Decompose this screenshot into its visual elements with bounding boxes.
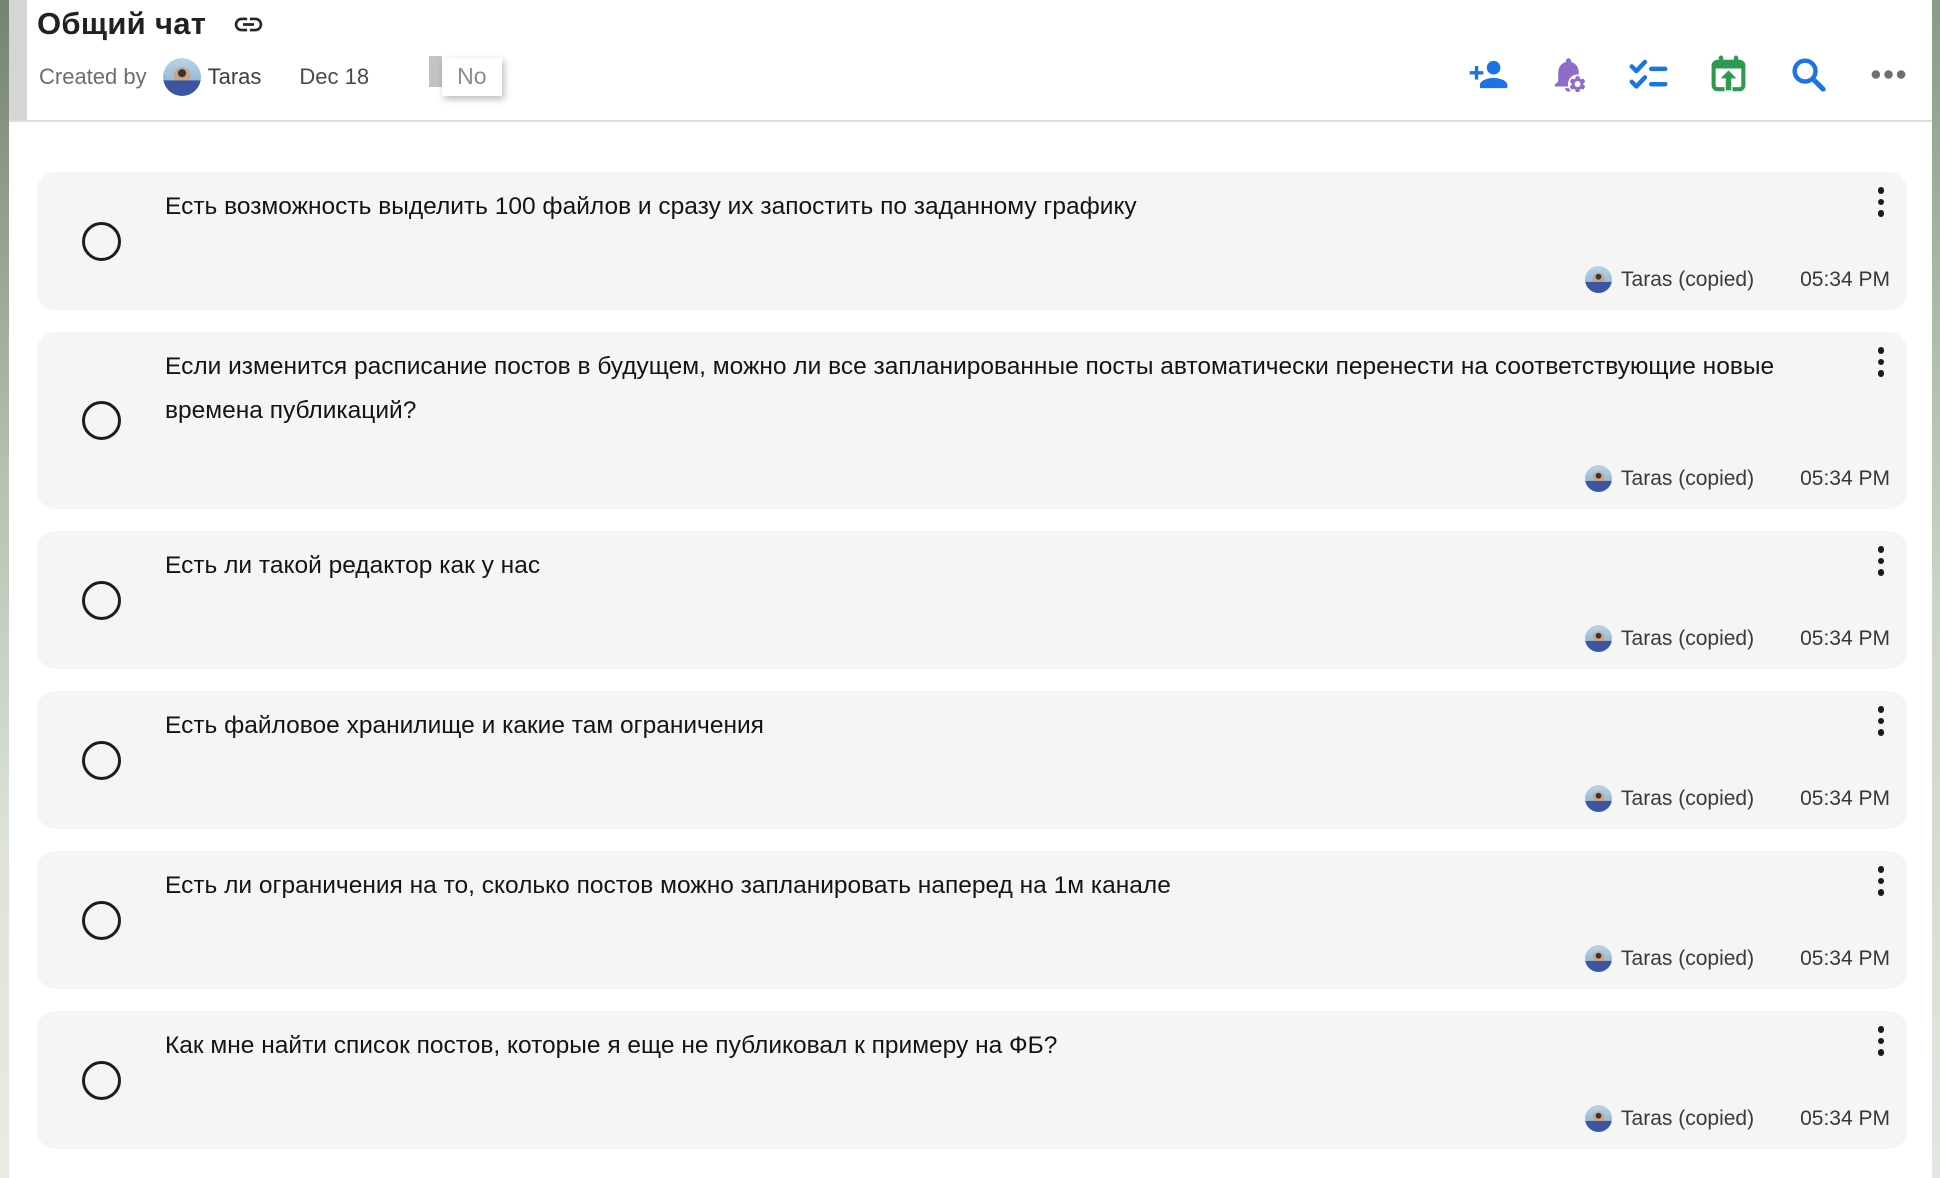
checklist-button[interactable]: [1626, 52, 1670, 96]
task-more-options-button[interactable]: [1874, 862, 1889, 900]
header-actions: [1466, 52, 1910, 96]
task-check-column: [37, 691, 165, 829]
task-complete-checkbox[interactable]: [82, 901, 121, 940]
more-horizontal-icon: [1868, 54, 1909, 95]
chat-header: [9, 0, 1932, 122]
task-time: 05:34 PM: [1800, 267, 1890, 291]
task-time: 05:34 PM: [1800, 1106, 1890, 1130]
task-check-column: [37, 1011, 165, 1149]
copy-link-button[interactable]: [230, 6, 266, 42]
more-options-button[interactable]: [1866, 52, 1910, 96]
header-accent-strip: [9, 0, 27, 120]
search-icon: [1788, 54, 1829, 95]
task-author-avatar[interactable]: [1585, 465, 1612, 492]
task-more-options-button[interactable]: [1874, 343, 1889, 381]
creator-avatar[interactable]: [163, 58, 201, 96]
task-author: Taras (copied): [1621, 267, 1755, 291]
task-author-avatar[interactable]: [1585, 1105, 1612, 1132]
task-footer: [1585, 266, 1890, 293]
task-check-column: [37, 332, 165, 509]
window-edge-left: [0, 0, 9, 1178]
task-text[interactable]: Есть файловое хранилище и какие там ограничения: [165, 712, 764, 739]
task-card: [37, 691, 1907, 829]
more-vertical-icon: [1878, 866, 1885, 873]
checklist-icon: [1628, 54, 1669, 95]
search-button[interactable]: [1786, 52, 1830, 96]
task-time: 05:34 PM: [1800, 946, 1890, 970]
task-card: [37, 531, 1907, 669]
task-card: [37, 1011, 1907, 1149]
task-complete-checkbox[interactable]: [82, 222, 121, 261]
more-vertical-icon: [1878, 347, 1885, 354]
task-footer: [1585, 945, 1890, 972]
add-person-icon: [1468, 54, 1509, 95]
task-text[interactable]: Если изменится расписание постов в будущем, можно ли все запланированные посты автоматически перенести на соответствующие новые времена публикаций?: [165, 353, 1775, 424]
more-vertical-icon: [1878, 546, 1885, 553]
creator-name[interactable]: Taras: [207, 64, 262, 89]
task-complete-checkbox[interactable]: [82, 401, 121, 440]
status-tag-label: No: [442, 58, 501, 96]
task-time: 05:34 PM: [1800, 466, 1890, 490]
link-icon: [232, 8, 265, 41]
task-time: 05:34 PM: [1800, 626, 1890, 650]
task-author-avatar[interactable]: [1585, 266, 1612, 293]
more-vertical-icon: [1878, 1026, 1885, 1033]
task-complete-checkbox[interactable]: [82, 581, 121, 620]
task-text[interactable]: Есть возможность выделить 100 файлов и сразу их запостить по заданному графику: [165, 193, 1137, 220]
task-more-options-button[interactable]: [1874, 183, 1889, 221]
task-footer: [1585, 625, 1890, 652]
task-footer: [1585, 465, 1890, 492]
task-author: Taras (copied): [1621, 466, 1755, 490]
meta-row: [39, 56, 502, 98]
task-author: Taras (copied): [1621, 946, 1755, 970]
calendar-export-icon: [1708, 54, 1749, 95]
task-author-avatar[interactable]: [1585, 785, 1612, 812]
task-more-options-button[interactable]: [1874, 1022, 1889, 1060]
task-check-column: [37, 172, 165, 310]
task-list: [9, 124, 1932, 1171]
more-vertical-icon: [1878, 187, 1885, 194]
task-complete-checkbox[interactable]: [82, 741, 121, 780]
calendar-export-button[interactable]: [1706, 52, 1750, 96]
task-author: Taras (copied): [1621, 1106, 1755, 1130]
task-text[interactable]: Есть ли такой редактор как у нас: [165, 552, 541, 579]
title-row: [37, 6, 266, 42]
task-card: [37, 332, 1907, 509]
task-card: [37, 851, 1907, 989]
notification-settings-button[interactable]: [1546, 52, 1590, 96]
task-time: 05:34 PM: [1800, 786, 1890, 810]
task-footer: [1585, 785, 1890, 812]
task-author-avatar[interactable]: [1585, 945, 1612, 972]
task-more-options-button[interactable]: [1874, 702, 1889, 740]
task-complete-checkbox[interactable]: [82, 1061, 121, 1100]
task-text[interactable]: Есть ли ограничения на то, сколько постов можно запланировать наперед на 1м канале: [165, 872, 1171, 899]
task-footer: [1585, 1105, 1890, 1132]
created-by-label: Created by: [39, 64, 147, 89]
task-author-avatar[interactable]: [1585, 625, 1612, 652]
task-check-column: [37, 851, 165, 989]
task-check-column: [37, 531, 165, 669]
add-person-button[interactable]: [1466, 52, 1510, 96]
task-more-options-button[interactable]: [1874, 542, 1889, 580]
task-author: Taras (copied): [1621, 626, 1755, 650]
notification-settings-icon: [1548, 54, 1589, 95]
task-card: [37, 172, 1907, 310]
more-vertical-icon: [1878, 706, 1885, 713]
task-text[interactable]: Как мне найти список постов, которые я еще не публиковал к примеру на ФБ?: [165, 1032, 1058, 1059]
page-title: Общий чат: [37, 6, 207, 41]
window-edge-right: [1932, 0, 1940, 1178]
task-author: Taras (copied): [1621, 786, 1755, 810]
status-tag[interactable]: [429, 58, 501, 96]
due-date[interactable]: Dec 18: [299, 64, 370, 89]
status-tag-bar: [429, 56, 442, 87]
